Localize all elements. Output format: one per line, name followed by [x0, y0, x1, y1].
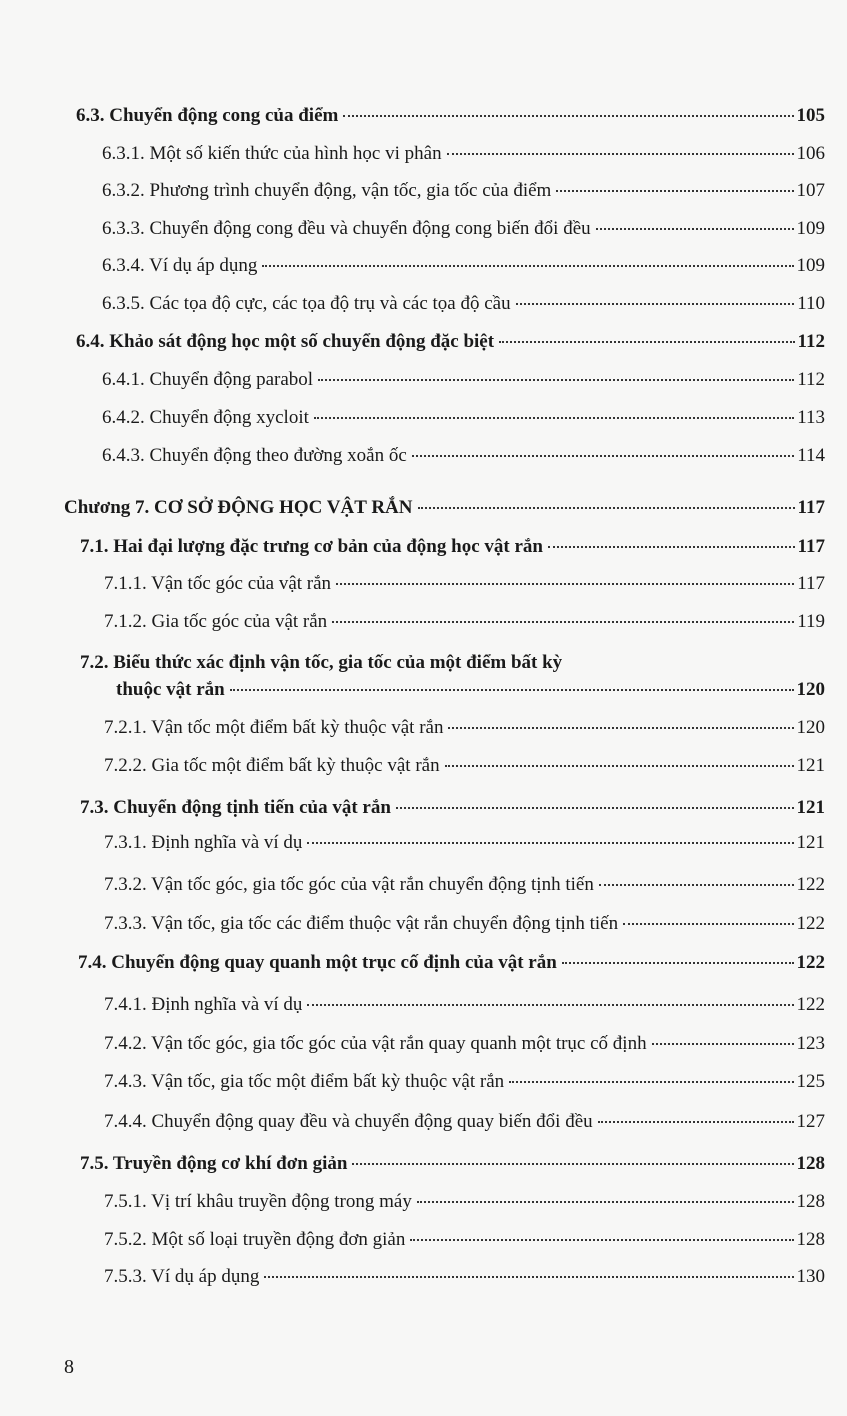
toc-entry-title: thuộc vật rắn [116, 679, 225, 700]
toc-entry-title: 7.3. Chuyển động tịnh tiến của vật rắn [80, 797, 391, 818]
toc-entry-title: 6.4. Khảo sát động học một số chuyển động đặc biệt [76, 331, 495, 352]
dot-leader [417, 1201, 794, 1203]
dot-leader [396, 807, 794, 809]
toc-entry [104, 1110, 825, 1134]
dot-leader [336, 583, 794, 585]
toc-entry [104, 572, 825, 596]
dot-leader [410, 1239, 793, 1241]
toc-entry-title: 7.5. Truyền động cơ khí đơn giản [80, 1153, 348, 1174]
toc-entry [80, 535, 825, 559]
toc-entry [102, 444, 825, 468]
toc-entry-title: 6.4.2. Chuyển động xycloit [102, 407, 309, 428]
toc-entry-page: 130 [796, 1266, 825, 1287]
toc-entry-title: 7.5.2. Một số loại truyền động đơn giản [104, 1229, 406, 1250]
toc-entry-page: 117 [797, 573, 825, 594]
toc-entry [102, 179, 825, 203]
toc-entry [104, 1190, 825, 1214]
toc-entry [104, 1228, 825, 1252]
toc-entry-page: 117 [797, 497, 825, 518]
toc-entry-page: 113 [797, 407, 825, 428]
dot-leader [447, 153, 794, 155]
toc-entry-title: 6.3.5. Các tọa độ cực, các tọa độ trụ và các tọa độ cầu [102, 293, 511, 314]
toc-entry [76, 330, 825, 354]
dot-leader [418, 507, 795, 509]
dot-leader [307, 842, 793, 844]
toc-entry [116, 678, 825, 702]
toc-entry-page: 120 [796, 717, 825, 738]
toc-entry-page: 121 [796, 797, 825, 818]
toc-entry [104, 716, 825, 740]
toc-entry-title: 6.3.4. Ví dụ áp dụng [102, 255, 258, 276]
toc-entry-page: 120 [796, 679, 825, 700]
dot-leader [652, 1043, 794, 1045]
toc-entry-page: 127 [796, 1111, 825, 1132]
toc-entry-title: 6.3. Chuyển động cong của điểm [76, 105, 339, 126]
toc-entry [102, 406, 825, 430]
dot-leader [332, 621, 794, 623]
page-number: 8 [64, 1356, 74, 1378]
toc-entry [102, 217, 825, 241]
toc-entry [104, 754, 825, 778]
dot-leader [499, 341, 794, 343]
dot-leader [596, 228, 794, 230]
toc-entry [104, 831, 825, 855]
toc-entry-title: 6.3.1. Một số kiến thức của hình học vi phân [102, 143, 442, 164]
toc-entry [104, 993, 825, 1017]
toc-entry-page: 128 [796, 1191, 825, 1212]
toc-entry [102, 254, 825, 278]
toc-entry-page: 119 [797, 611, 825, 632]
toc-entry [104, 610, 825, 634]
dot-leader [562, 962, 794, 964]
toc-entry-page: 123 [796, 1033, 825, 1054]
toc-entry-page: 128 [796, 1229, 825, 1250]
dot-leader [448, 727, 793, 729]
dot-leader [598, 1121, 794, 1123]
toc-entry-title: 7.4. Chuyển động quay quanh một trục cố định của vật rắn [78, 952, 557, 973]
toc-entry-title: 7.1.1. Vận tốc góc của vật rắn [104, 573, 332, 594]
toc-entry [76, 104, 825, 128]
toc-entry-title: 7.4.2. Vận tốc góc, gia tốc góc của vật rắn quay quanh một trục cố định [104, 1033, 647, 1054]
toc-entry-page: 106 [796, 143, 825, 164]
dot-leader [343, 115, 793, 117]
dot-leader [509, 1081, 793, 1083]
toc-entry-page: 128 [796, 1153, 825, 1174]
dot-leader [314, 417, 794, 419]
toc-entry-title: 7.2.1. Vận tốc một điểm bất kỳ thuộc vật rắn [104, 717, 444, 738]
toc-entry [104, 1265, 825, 1289]
toc-entry-title: 7.4.4. Chuyển động quay đều và chuyển động quay biến đổi đều [104, 1111, 593, 1132]
dot-leader [307, 1004, 793, 1006]
toc-entry [104, 873, 825, 897]
toc-entry-chapter [64, 496, 825, 520]
toc-entry-page: 125 [796, 1071, 825, 1092]
toc-entry [80, 1152, 825, 1176]
toc-entry [102, 292, 825, 316]
toc-entry-page: 122 [796, 994, 825, 1015]
toc-entry [78, 951, 825, 975]
dot-leader [556, 190, 793, 192]
dot-leader [352, 1163, 793, 1165]
dot-leader [262, 265, 793, 267]
toc-entry-page: 122 [796, 874, 825, 895]
toc-entry [102, 368, 825, 392]
toc-entry-page: 121 [796, 755, 825, 776]
toc-entry-title: 7.3.2. Vận tốc góc, gia tốc góc của vật rắn chuyển động tịnh tiến [104, 874, 594, 895]
dot-leader [599, 884, 794, 886]
toc-entry-page: 112 [797, 331, 825, 352]
dot-leader [445, 765, 794, 767]
dot-leader [318, 379, 794, 381]
dot-leader [412, 455, 794, 457]
toc-entry [102, 142, 825, 166]
toc-entry-page: 121 [796, 832, 825, 853]
toc-entry-page: 109 [796, 218, 825, 239]
toc-entry-page: 105 [796, 105, 825, 126]
toc-entry-title: 6.4.1. Chuyển động parabol [102, 369, 314, 390]
toc-entry [104, 1070, 825, 1094]
toc-entry-title: 7.3.3. Vận tốc, gia tốc các điểm thuộc vật rắn chuyển động tịnh tiến [104, 913, 619, 934]
toc-entry-title: 7.1.2. Gia tốc góc của vật rắn [104, 611, 328, 632]
toc-entry-title: 6.3.3. Chuyển động cong đều và chuyển động cong biến đổi đều [102, 218, 591, 239]
dot-leader [230, 689, 794, 691]
dot-leader [548, 546, 795, 548]
toc-entry-title: 7.5.3. Ví dụ áp dụng [104, 1266, 260, 1287]
toc-entry-page: 117 [797, 536, 825, 557]
toc-entry-page: 107 [796, 180, 825, 201]
toc-entry-page: 122 [796, 913, 825, 934]
toc-entry [80, 651, 825, 675]
toc-entry-title: 7.3.1. Định nghĩa và ví dụ [104, 832, 303, 853]
toc-entry-title: 7.2.2. Gia tốc một điểm bất kỳ thuộc vật rắn [104, 755, 440, 776]
toc-entry-title: 7.1. Hai đại lượng đặc trưng cơ bản của động học vật rắn [80, 536, 543, 557]
toc-entry-page: 114 [797, 445, 825, 466]
toc-entry-title: Chương 7. CƠ SỞ ĐỘNG HỌC VẬT RẮN [64, 497, 413, 518]
toc-entry-title: 7.2. Biểu thức xác định vận tốc, gia tốc của một điểm bất kỳ [80, 652, 563, 673]
toc-entry-page: 110 [797, 293, 825, 314]
toc-entry-page: 109 [796, 255, 825, 276]
dot-leader [516, 303, 795, 305]
toc-entry-title: 7.4.3. Vận tốc, gia tốc một điểm bất kỳ thuộc vật rắn [104, 1071, 505, 1092]
toc-entry-title: 7.4.1. Định nghĩa và ví dụ [104, 994, 303, 1015]
toc-entry-page: 122 [796, 952, 825, 973]
toc-entry-title: 6.3.2. Phương trình chuyển động, vận tốc, gia tốc của điểm [102, 180, 552, 201]
toc-entry-title: 7.5.1. Vị trí khâu truyền động trong máy [104, 1191, 412, 1212]
dot-leader [623, 923, 793, 925]
toc-entry [104, 1032, 825, 1056]
dot-leader [264, 1276, 793, 1278]
toc-entry-title: 6.4.3. Chuyển động theo đường xoắn ốc [102, 445, 407, 466]
toc-entry-page: 112 [797, 369, 825, 390]
toc-entry [104, 912, 825, 936]
toc-entry [80, 796, 825, 820]
